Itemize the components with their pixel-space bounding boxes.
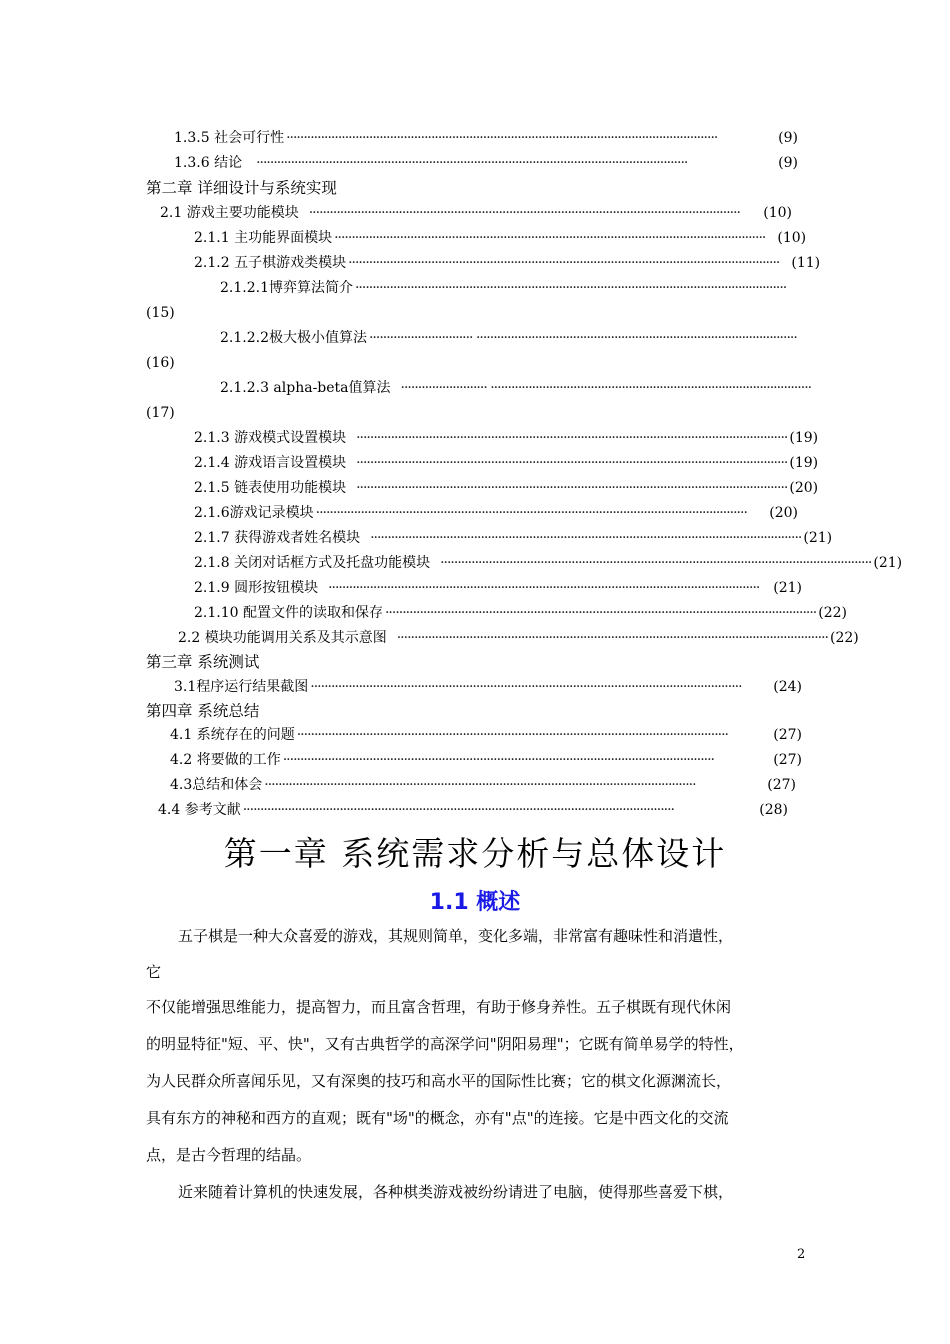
toc-entry[interactable] — [194, 528, 833, 548]
toc-entry-page: (21) — [773, 580, 802, 596]
toc-dot-leader: ····························································································································· — [396, 630, 828, 646]
paragraph-line: 点，是古今哲理的结晶。 — [146, 1146, 312, 1164]
toc-entry-title: 1.3.6 结论 — [174, 155, 243, 171]
toc-entry-page: (16) — [146, 355, 175, 371]
toc-entry[interactable] — [194, 478, 819, 498]
toc-entry-title: 2.1.9 圆形按钮模块 — [194, 580, 319, 596]
toc-entry-title: 4.4 参考文献 — [158, 802, 241, 818]
toc-dot-leader: ····························································································································· — [296, 727, 728, 743]
toc-entry-title: 4.2 将要做的工作 — [170, 752, 281, 768]
toc-entry-page: (22) — [818, 605, 848, 621]
toc-entry-title: 4.1 系统存在的问题 — [170, 727, 295, 743]
toc-entry-page: (27) — [773, 727, 802, 743]
toc-entry[interactable] — [220, 378, 812, 398]
toc-entry-title: 2.1.2.1博弈算法简介 — [220, 280, 353, 296]
toc-entry-page: (27) — [767, 777, 796, 793]
toc-entry[interactable] — [158, 800, 788, 820]
toc-entry-title: 2.1.8 关闭对话框方式及托盘功能模块 — [194, 555, 431, 571]
toc-dot-leader: ····························································································································· — [315, 505, 747, 521]
toc-entry-title: 1.3.5 社会可行性 — [174, 130, 285, 146]
toc-entry[interactable] — [194, 553, 903, 573]
toc-entry[interactable] — [194, 428, 819, 448]
toc-dot-leader: ························· ····························································································· — [400, 380, 812, 396]
toc-entry-page: (28) — [759, 802, 788, 818]
toc-entry-page: (21) — [803, 530, 833, 546]
toc-entry-page: (21) — [873, 555, 903, 571]
toc-entry[interactable] — [194, 228, 807, 248]
paragraph-line: 不仅能增强思维能力，提高智力，而且富含哲理，有助于修身养性。五子棋既有现代休闲 — [146, 998, 732, 1016]
toc-entry-title: 2.1.2.2极大极小值算法 — [220, 330, 367, 346]
toc-dot-leader: ····························································································································· — [348, 255, 780, 271]
toc-entry-title: 2.1.2.3 alpha-beta值算法 — [220, 380, 391, 396]
toc-entry[interactable] — [170, 725, 802, 745]
toc-entry[interactable] — [194, 578, 802, 598]
toc-dot-leader: ····························································································································· — [334, 230, 766, 246]
toc-entry-page: (19) — [789, 455, 819, 471]
toc-chapter-heading[interactable]: 第四章 系统总结 — [146, 702, 260, 720]
toc-dot-leader: ····························································································································· — [384, 605, 817, 621]
paragraph-line: 具有东方的神秘和西方的直观；既有"场"的概念，亦有"点"的连接。它是中西文化的交流 — [146, 1109, 729, 1127]
toc-dot-leader: ····························································································································· — [354, 280, 787, 296]
toc-entry-title: 2.1.1 主功能界面模块 — [194, 230, 333, 246]
paragraph-line: 的明显特征"短、平、快"，又有古典哲学的高深学问"阴阳易理"；它既有简单易学的特性， — [146, 1035, 744, 1053]
paragraph-line: 五子棋是一种大众喜爱的游戏，其规则简单，变化多端，非常富有趣味性和消遣性， — [178, 927, 734, 945]
toc-dot-leader: ····························································································································· — [286, 130, 718, 146]
section-title: 1.1 概述 — [429, 890, 521, 915]
toc-dot-leader: ····························································································································· — [310, 679, 742, 695]
toc-entry-page: (20) — [769, 505, 798, 521]
toc-entry-title: 2.1.7 获得游戏者姓名模块 — [194, 530, 361, 546]
toc-entry-title: 3.1程序运行结果截图 — [174, 679, 309, 695]
toc-entry[interactable] — [220, 278, 787, 298]
toc-dot-leader: ····························································································································· — [242, 802, 674, 818]
toc-dot-leader: ····························································································································· — [328, 580, 760, 596]
toc-entry-page: (27) — [773, 752, 802, 768]
toc-entry-page: (10) — [763, 205, 792, 221]
toc-dot-leader: ····························································································································· — [356, 455, 788, 471]
toc-chapter-heading[interactable]: 第三章 系统测试 — [146, 653, 260, 671]
toc-entry-page: (11) — [791, 255, 821, 271]
toc-dot-leader: ····························································································································· — [440, 555, 872, 571]
paragraph-line: 为人民群众所喜闻乐见，又有深奥的技巧和高水平的国际性比赛；它的棋文化源渊流长， — [146, 1072, 732, 1090]
toc-entry-page: (19) — [789, 430, 819, 446]
toc-entry[interactable] — [170, 775, 796, 795]
toc-entry-title: 2.1.10 配置文件的读取和保存 — [194, 605, 383, 621]
paragraph-line: 它 — [146, 963, 162, 981]
toc-entry[interactable] — [174, 677, 802, 697]
toc-entry[interactable] — [194, 453, 819, 473]
toc-dot-leader: ····························································································································· — [356, 480, 788, 496]
toc-entry[interactable] — [194, 503, 798, 523]
toc-entry-title: 4.3总结和体会 — [170, 777, 263, 793]
toc-chapter-heading[interactable]: 第二章 详细设计与系统实现 — [146, 179, 337, 197]
toc-entry[interactable] — [220, 328, 797, 348]
toc-dot-leader: ····························································································································· — [282, 752, 714, 768]
toc-dot-leader: ······························ ····························································································· — [368, 330, 797, 346]
paragraph-line: 近来随着计算机的快速发展，各种棋类游戏被纷纷请进了电脑，使得那些喜爱下棋， — [178, 1183, 734, 1201]
toc-entry[interactable] — [178, 628, 859, 648]
toc-entry[interactable] — [194, 253, 821, 273]
toc-entry-page: (9) — [778, 155, 798, 171]
chapter-title: 第一章 系统需求分析与总体设计 — [223, 834, 727, 873]
toc-entry[interactable] — [170, 750, 802, 770]
toc-entry-title: 2.1.2 五子棋游戏类模块 — [194, 255, 347, 271]
toc-dot-leader: ····························································································································· — [264, 777, 696, 793]
toc-entry[interactable] — [194, 603, 848, 623]
toc-entry-page: (22) — [830, 630, 859, 646]
toc-entry-title: 2.1.4 游戏语言设置模块 — [194, 455, 347, 471]
page-number: 2 — [797, 1247, 806, 1262]
toc-entry-page: (24) — [773, 679, 802, 695]
toc-dot-leader: ····························································································································· — [356, 430, 788, 446]
toc-dot-leader: ····························································································································· — [370, 530, 802, 546]
toc-entry[interactable] — [160, 203, 792, 223]
toc-entry-title: 2.1 游戏主要功能模块 — [160, 205, 299, 221]
toc-entry-page: (15) — [146, 305, 175, 321]
toc-entry-page: (20) — [789, 480, 819, 496]
toc-entry-page: (9) — [778, 130, 798, 146]
toc-entry-title: 2.1.6游戏记录模块 — [194, 505, 314, 521]
toc-dot-leader: ····························································································································· — [308, 205, 740, 221]
toc-entry-page: (10) — [777, 230, 807, 246]
toc-entry-title: 2.2 模块功能调用关系及其示意图 — [178, 630, 387, 646]
toc-dot-leader: ····························································································································· — [256, 155, 688, 171]
toc-entry-title: 2.1.3 游戏模式设置模块 — [194, 430, 347, 446]
toc-entry[interactable] — [174, 153, 798, 173]
toc-entry[interactable] — [174, 128, 798, 148]
toc-entry-page: (17) — [146, 405, 175, 421]
toc-entry-title: 2.1.5 链表使用功能模块 — [194, 480, 347, 496]
